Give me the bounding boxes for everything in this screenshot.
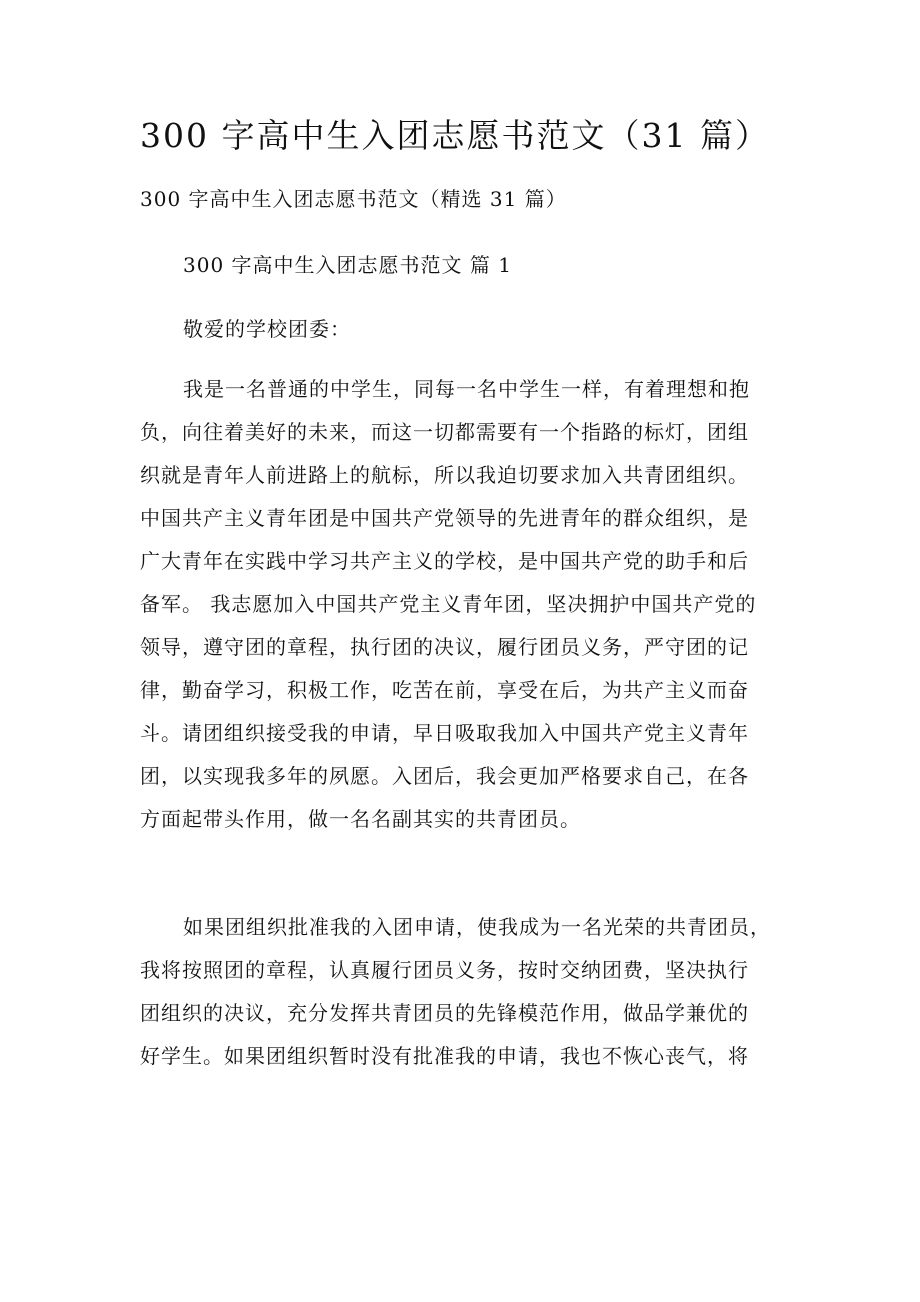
- paragraph-line: 广大青年在实践中学习共产主义的学校，是中国共产党的助手和后: [140, 549, 749, 573]
- paragraph-line: 团组织的决议，充分发挥共青团员的先锋模范作用，做品学兼优的: [140, 1001, 749, 1025]
- paragraph-line: 负，向往着美好的未来，而这一切都需要有一个指路的标灯，团组: [140, 420, 749, 444]
- paragraph-line: 斗。请团组织接受我的申请，早日吸取我加入中国共产党主义青年: [140, 721, 749, 745]
- body-paragraph-1: [140, 368, 800, 841]
- letter-greeting: 敬爱的学校团委：: [183, 317, 351, 341]
- paragraph-line: 律，勤奋学习，积极工作，吃苦在前，享受在后，为共产主义而奋: [140, 678, 749, 702]
- body-paragraph-2: [140, 906, 800, 1078]
- paragraph-line: 我是一名普通的中学生，同每一名中学生一样，有着理想和抱: [183, 377, 750, 401]
- paragraph-line: 好学生。如果团组织暂时没有批准我的申请，我也不恢心丧气，将: [140, 1044, 749, 1068]
- paragraph-line: 备军。 我志愿加入中国共产党主义青年团，坚决拥护中国共产党的: [140, 592, 757, 616]
- paragraph-line: 领导，遵守团的章程，执行团的决议，履行团员义务，严守团的记: [140, 635, 749, 659]
- paragraph-line: 方面起带头作用，做一名名副其实的共青团员。: [140, 807, 581, 831]
- paragraph-line: 中国共产主义青年团是中国共产党领导的先进青年的群众组织，是: [140, 506, 749, 530]
- document-subtitle: 300 字高中生入团志愿书范文（精选 31 篇）: [140, 187, 567, 211]
- section-heading: 300 字高中生入团志愿书范文 篇 1: [183, 253, 512, 277]
- paragraph-line: 我将按照团的章程，认真履行团员义务，按时交纳团费，坚决执行: [140, 958, 749, 982]
- paragraph-line: 团，以实现我多年的夙愿。入团后，我会更加严格要求自己，在各: [140, 764, 749, 788]
- document-title: 300 字高中生入团志愿书范文（31 篇）: [140, 116, 770, 155]
- paragraph-line: 如果团组织批准我的入团申请，使我成为一名光荣的共青团员，: [183, 915, 771, 939]
- paragraph-line: 织就是青年人前进路上的航标，所以我迫切要求加入共青团组织。: [140, 463, 749, 487]
